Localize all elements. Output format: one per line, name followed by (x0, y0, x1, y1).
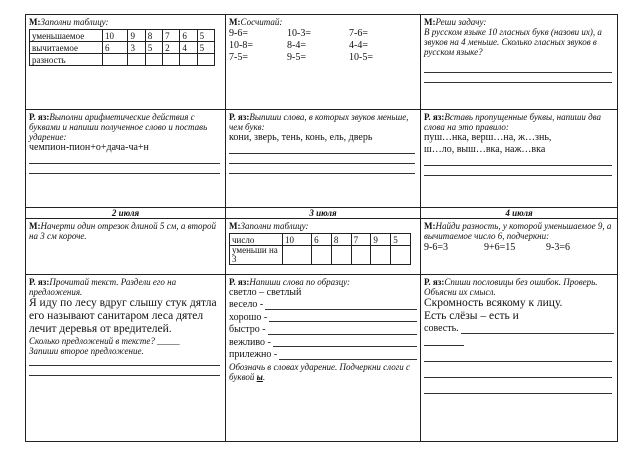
option[interactable]: 9+6=15 (484, 242, 516, 253)
answer-line[interactable] (424, 156, 612, 166)
problem-text: В русском языке 10 гласных букв (назови их), а звуков на 4 меньше. Сколько гласных звуков в русском языке? (424, 27, 602, 57)
answer-line[interactable] (229, 164, 415, 174)
note-text: Обозначь в словах ударение. Подчеркни слоги с буквой (229, 361, 410, 382)
exercise-line (229, 299, 417, 312)
instruction: Заполни таблицу: (40, 17, 109, 27)
exercise: 8-4= (287, 40, 306, 51)
table-cell: 8 (145, 30, 162, 42)
table-cell: 8 (331, 234, 351, 246)
instruction: Реши задачу: (435, 17, 487, 27)
decrease-table (229, 233, 411, 265)
answer-line[interactable] (29, 356, 220, 366)
date-label: 4 июля (421, 208, 618, 219)
answer-line[interactable] (424, 336, 464, 346)
table-cell: 5 (145, 42, 162, 54)
exercise-line (229, 337, 417, 350)
table-cell: 6 (180, 30, 197, 42)
table-cell: 9 (128, 30, 145, 42)
row-2 (26, 110, 618, 208)
row-head: уменьши на 3 (230, 246, 283, 265)
exercise-line (229, 324, 417, 337)
cell-label: М: (424, 221, 436, 231)
instruction: Вставь пропущенные буквы, напиши два слова на это правило: (424, 112, 602, 132)
note-end: . (262, 371, 266, 382)
cell-math-difference (421, 219, 618, 275)
worksheet-table (25, 14, 618, 442)
exercise: 9-5= (287, 52, 306, 63)
answer-line[interactable] (424, 166, 612, 176)
proverb-line: Скромность всякому к лицу. (424, 297, 563, 309)
cell-label: Р. яз: (29, 112, 50, 122)
cell-rus-sounds (226, 110, 421, 208)
instruction: Напиши слова по образцу: (249, 277, 350, 287)
cell-math-decrease-table (226, 219, 421, 275)
exercise-grid (229, 28, 417, 64)
row-head: разность (30, 54, 103, 66)
instruction: Выполни арифметические действия с буквами и напиши полученное слово и поставь ударение: (29, 112, 208, 142)
answer-line[interactable] (229, 144, 415, 154)
subtraction-table (29, 29, 215, 66)
task: Запиши второе предложение. (29, 346, 144, 356)
cell-label: М: (29, 221, 41, 231)
row-4 (26, 275, 618, 442)
instruction: Спиши пословицы без ошибок. Проверь. Объясни их смысл. (424, 277, 598, 297)
exercise-line (229, 312, 417, 325)
answer-line[interactable] (29, 164, 220, 174)
answer-line[interactable] (424, 73, 612, 83)
proverb-line: совесть. (424, 323, 459, 334)
instruction: Сосчитай: (240, 17, 283, 27)
proverb-last-line (424, 323, 614, 336)
cell-rus-pattern (226, 275, 421, 442)
table-cell: 7 (351, 234, 371, 246)
letter-expression: чемпион-пион+о+дача-ча+н (29, 142, 149, 153)
words-line: ш…ло, выш…вка, наж…вка (424, 144, 546, 155)
cell-math-count (226, 15, 421, 110)
table-cell: 10 (283, 234, 312, 246)
table-cell: 4 (180, 42, 197, 54)
cell-label: Р. яз: (424, 112, 445, 122)
answer-blank[interactable] (461, 323, 614, 334)
answer-blank[interactable] (265, 299, 417, 310)
cell-label: М: (424, 17, 436, 27)
table-cell[interactable] (351, 246, 371, 265)
table-cell: 9 (371, 234, 391, 246)
exercise-line (229, 349, 417, 362)
instruction: Прочитай текст. Раздели его на предложения. (29, 277, 177, 297)
question: Сколько предложений в тексте? _____ (29, 336, 180, 346)
cell-label: Р. яз: (424, 277, 445, 287)
answer-blank[interactable] (268, 324, 417, 335)
row-head: вычитаемое (30, 42, 103, 54)
cell-math-problem (421, 15, 618, 110)
table-cell: 6 (312, 234, 332, 246)
cell-rus-proverbs (421, 275, 618, 442)
table-row (30, 30, 215, 42)
date-row (26, 208, 618, 219)
exercise: 4-4= (349, 40, 368, 51)
table-row (230, 246, 411, 265)
option[interactable]: 9-3=6 (546, 242, 570, 253)
cell-label: Р. яз: (229, 112, 250, 122)
cell-label: М: (229, 221, 241, 231)
answer-blank[interactable] (279, 349, 417, 360)
option[interactable]: 9-6=3 (424, 242, 448, 253)
table-cell[interactable] (103, 54, 128, 66)
answer-blank[interactable] (273, 337, 417, 348)
example: светло – светлый (229, 287, 302, 298)
table-cell: 6 (103, 42, 128, 54)
exercise-word: хорошо - (229, 311, 268, 323)
answer-line[interactable] (29, 366, 220, 376)
proverb-line: Есть слёзы – есть и (424, 310, 519, 322)
table-cell[interactable] (331, 246, 351, 265)
row-head: число (230, 234, 283, 246)
cell-math-fill-table (26, 15, 226, 110)
table-row (230, 234, 411, 246)
exercise-word: вежливо - (229, 336, 271, 348)
answer-line[interactable] (424, 368, 612, 378)
table-cell[interactable] (128, 54, 145, 66)
table-row (30, 42, 215, 54)
cell-math-segment (26, 219, 226, 275)
instruction: Выпиши слова, в которых звуков меньше, чем букв: (229, 112, 409, 132)
note (229, 362, 417, 382)
options-row (424, 242, 614, 254)
exercise-word: прилежно - (229, 349, 278, 360)
row-1 (26, 15, 618, 110)
cell-rus-letter-math (26, 110, 226, 208)
answer-line[interactable] (424, 384, 612, 394)
note-letter: ы (256, 371, 263, 382)
table-cell[interactable] (145, 54, 162, 66)
cell-label: Р. яз: (229, 277, 250, 287)
exercise: 7-6= (349, 28, 368, 39)
answer-line[interactable] (424, 352, 612, 362)
row-head: уменьшаемое (30, 30, 103, 42)
row-3 (26, 219, 618, 275)
table-cell[interactable] (283, 246, 312, 265)
answer-line[interactable] (424, 63, 612, 73)
table-cell[interactable] (312, 246, 332, 265)
table-cell: 10 (103, 30, 128, 42)
word-list: кони, зверь, тень, конь, ель, дверь (229, 132, 373, 143)
exercise: 10-3= (287, 28, 311, 39)
table-cell[interactable] (371, 246, 391, 265)
cell-label: М: (229, 17, 241, 27)
answer-line[interactable] (229, 154, 415, 164)
cell-rus-sentences (26, 275, 226, 442)
table-cell[interactable] (180, 54, 197, 66)
answer-blank[interactable] (269, 312, 417, 323)
instruction: Найди разность, у которой уменьшаемое 9, а вычитаемое число 6, подчеркни: (424, 221, 612, 241)
reading-text: Я иду по лесу вдруг слышу стук дятла его называют санитаром леса дятел лечит деревья от вредителей. (29, 297, 217, 335)
table-cell: 5 (391, 234, 411, 246)
answer-line[interactable] (29, 154, 220, 164)
exercise: 10-8= (229, 40, 253, 51)
table-cell: 5 (197, 42, 214, 54)
table-cell[interactable] (197, 54, 214, 66)
instruction: Начерти один отрезок длиной 5 см, а второй на 3 см короче. (29, 221, 217, 241)
table-cell: 2 (163, 42, 180, 54)
table-cell: 5 (197, 30, 214, 42)
cell-label: Р. яз: (29, 277, 50, 287)
date-label: 3 июля (226, 208, 421, 219)
exercise-word: быстро - (229, 324, 266, 335)
table-cell: 7 (163, 30, 180, 42)
cell-label: М: (29, 17, 41, 27)
table-row (30, 54, 215, 66)
table-cell[interactable] (163, 54, 180, 66)
exercise: 9-6= (229, 28, 248, 39)
words-line: пуш…нка, верш…на, ж…знь, (424, 132, 552, 143)
exercise: 7-5= (229, 52, 248, 63)
instruction: Заполни таблицу: (240, 221, 309, 231)
exercise-word: весело - (229, 299, 264, 310)
table-cell[interactable] (391, 246, 411, 265)
date-label: 2 июля (26, 208, 226, 219)
exercise: 10-5= (349, 52, 373, 63)
cell-rus-missing-letters (421, 110, 618, 208)
table-cell: 3 (128, 42, 145, 54)
